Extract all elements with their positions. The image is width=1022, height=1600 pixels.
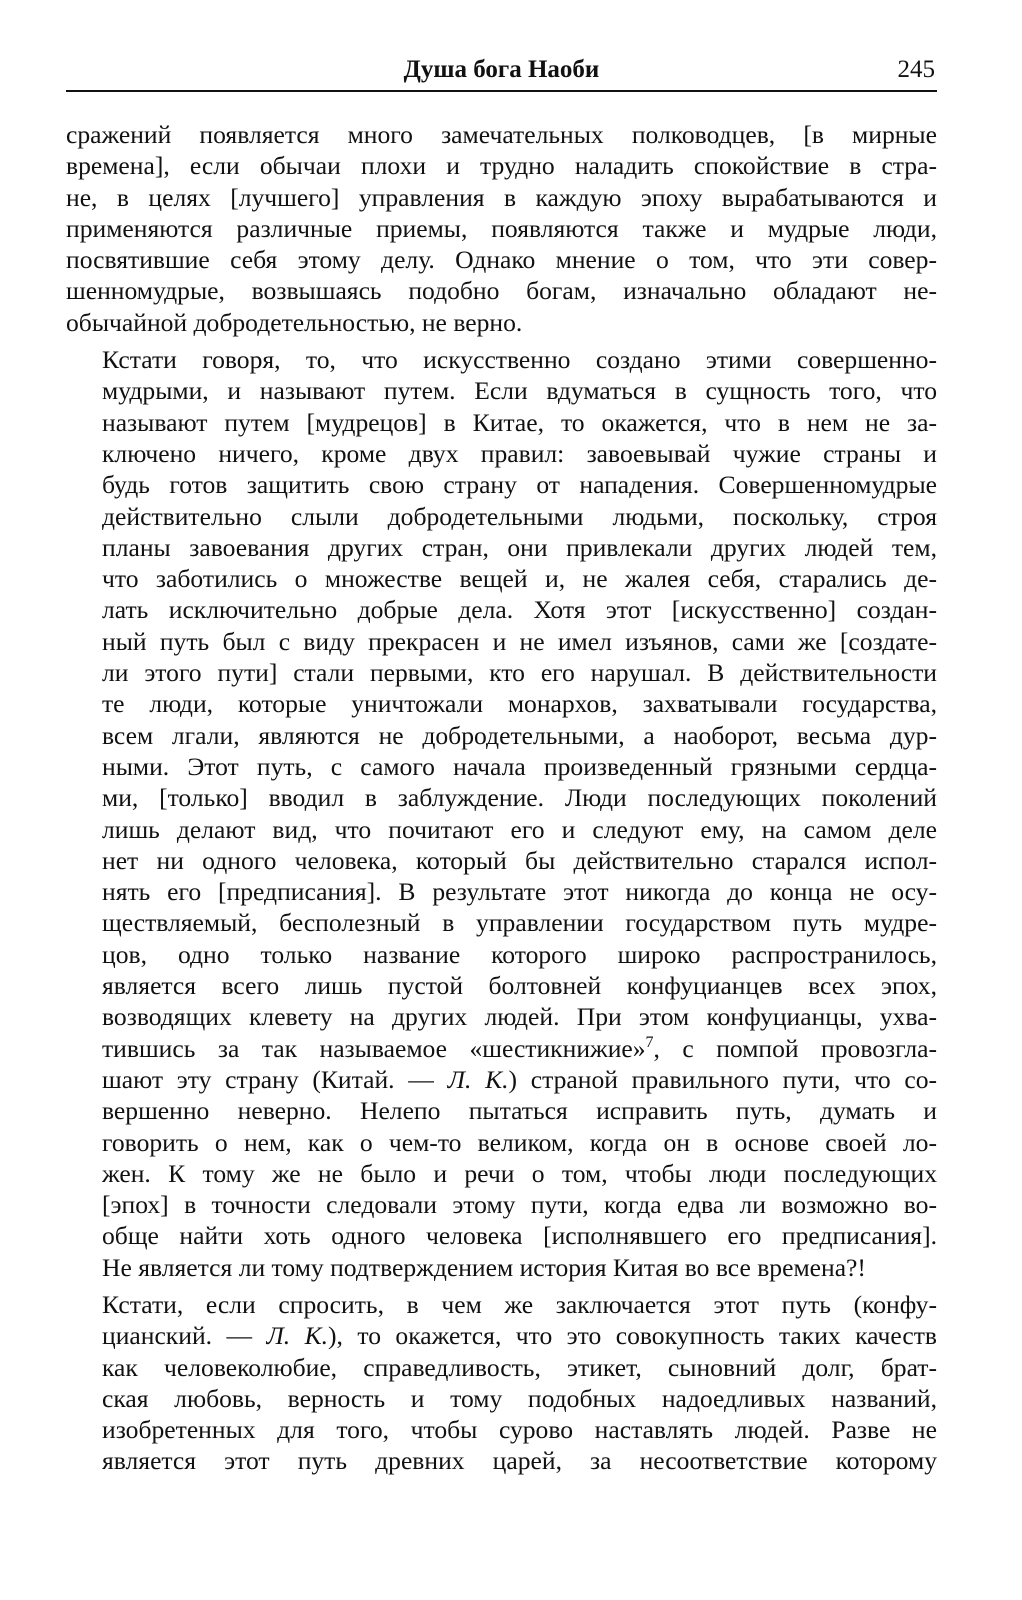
text-line: является этот путь древних царей, за несоответствие которому (102, 1446, 937, 1476)
text-line: сражений появляется много замечательных полководцев, [в мирные (66, 120, 937, 149)
text-line: обычайной добродетельностью, не верно. (66, 307, 523, 337)
text-line: всем лгали, являются не добродетельными, а наоборот, весьма дур- (102, 720, 937, 750)
text-line: действительно слыли добродетельными людьми, поскольку, строя (102, 501, 937, 531)
text-line: цов, одно только название которого широко распространилось, (102, 939, 937, 969)
text-line: ми, [только] вводил в заблуждение. Люди последующих поколений (102, 783, 937, 813)
text-segment: ), то окажется, что это совокупность таких качеств (328, 1321, 937, 1351)
text-line: является всего лишь пустой болтовней конфуцианцев всех эпох, (102, 971, 937, 1001)
footnote-reference: 7 (645, 1033, 654, 1051)
text-line: как человеколюбие, справедливость, этикет, сыновний долг, брат- (102, 1352, 937, 1382)
text-line: Не является ли тому подтверждением история Китая во все времена?! (102, 1252, 866, 1282)
text-line: вершенно неверно. Нелепо пытаться исправить путь, думать и (102, 1096, 937, 1126)
text-line: жен. К тому же не было и речи о том, чтобы люди последующих (102, 1158, 937, 1188)
text-line: возводящих клевету на других людей. При этом конфуцианцы, ухва- (102, 1002, 937, 1032)
text-line: ществляемый, бесполезный в управлении государством путь мудре- (102, 908, 937, 938)
text-line: Кстати говоря, то, что искусственно создано этими совершенно- (102, 345, 937, 375)
text-segment: тившись за так называемое «шестикнижие» (102, 1033, 646, 1063)
text-line: что заботились о множестве вещей и, не жалея себя, старались де- (102, 564, 937, 594)
text-segment: шают эту страну (Китай. — (102, 1064, 448, 1094)
text-line: называют путем [мудрецов] в Китае, то окажется, что в нем не за- (102, 407, 937, 437)
author-initials: Л. К. (266, 1321, 329, 1351)
text-line: говорить о нем, как о чем-то великом, когда он в основе своей ло- (102, 1127, 937, 1157)
text-line (66, 1320, 937, 1351)
paragraph-2 (66, 344, 937, 1283)
text-line: изобретенных для того, чтобы сурово наставлять людей. Разве не (102, 1415, 937, 1445)
text-line: ли этого пути] стали первыми, кто его нарушал. В действительности (102, 658, 937, 688)
text-line: применяются различные приемы, появляются также и мудрые люди, (66, 213, 937, 243)
paragraph-1 (66, 119, 937, 338)
running-title: Душа бога Наоби (403, 56, 600, 83)
page-number: 245 (897, 56, 935, 83)
text-line: планы завоевания других стран, они привлекали других людей тем, (102, 532, 937, 562)
text-line: ными. Этот путь, с самого начала произведенный грязными сердца- (102, 751, 937, 781)
text-line: лишь делают вид, что почитают его и следуют ему, на самом деле (102, 814, 937, 844)
running-header (66, 48, 937, 92)
text-line: посвятившие себя этому делу. Однако мнение о том, что эти совер- (66, 245, 937, 275)
text-line: [эпох] в точности следовали этому пути, когда едва ли возможно во- (102, 1190, 937, 1220)
text-segment: , с помпой провозгла- (653, 1033, 937, 1063)
paragraph-3 (66, 1289, 937, 1477)
text-line: те люди, которые уничтожали монархов, захватывали государства, (102, 689, 937, 719)
text-line (66, 1064, 937, 1095)
text-line: Кстати, если спросить, в чем же заключается этот путь (конфу- (102, 1289, 937, 1319)
text-line: шенномудрые, возвышаясь подобно богам, изначально обладают не- (66, 276, 937, 306)
text-line: нять его [предписания]. В результате этот никогда до конца не осу- (102, 877, 937, 907)
text-line: будь готов защитить свою страну от нападения. Совершенномудрые (102, 470, 937, 500)
author-initials: Л. К. (447, 1064, 509, 1094)
text-line-with-footnote (66, 1033, 937, 1064)
text-line: мудрыми, и называют путем. Если вдуматься в сущность того, что (102, 376, 937, 406)
body-text (66, 119, 937, 1483)
text-segment: ) страной правильного пути, что со- (508, 1064, 938, 1094)
text-line: времена], если обычаи плохи и трудно наладить спокойствие в стра- (66, 151, 937, 181)
text-segment: цианский. — (102, 1321, 267, 1351)
text-line: не, в целях [лучшего] управления в каждую эпоху вырабатываются и (66, 182, 937, 212)
text-line: ская любовь, верность и тому подобных надоедливых названий, (102, 1383, 937, 1413)
text-line: лать исключительно добрые дела. Хотя этот [искусственно] создан- (102, 595, 937, 625)
text-line: нет ни одного человека, который бы действительно старался испол- (102, 845, 937, 875)
text-line: ключено ничего, кроме двух правил: завоевывай чужие страны и (102, 438, 937, 468)
text-line: ный путь был с виду прекрасен и не имел изъянов, сами же [создате- (102, 626, 937, 656)
text-line: обще найти хоть одного человека [исполнявшего его предписания]. (102, 1221, 937, 1251)
